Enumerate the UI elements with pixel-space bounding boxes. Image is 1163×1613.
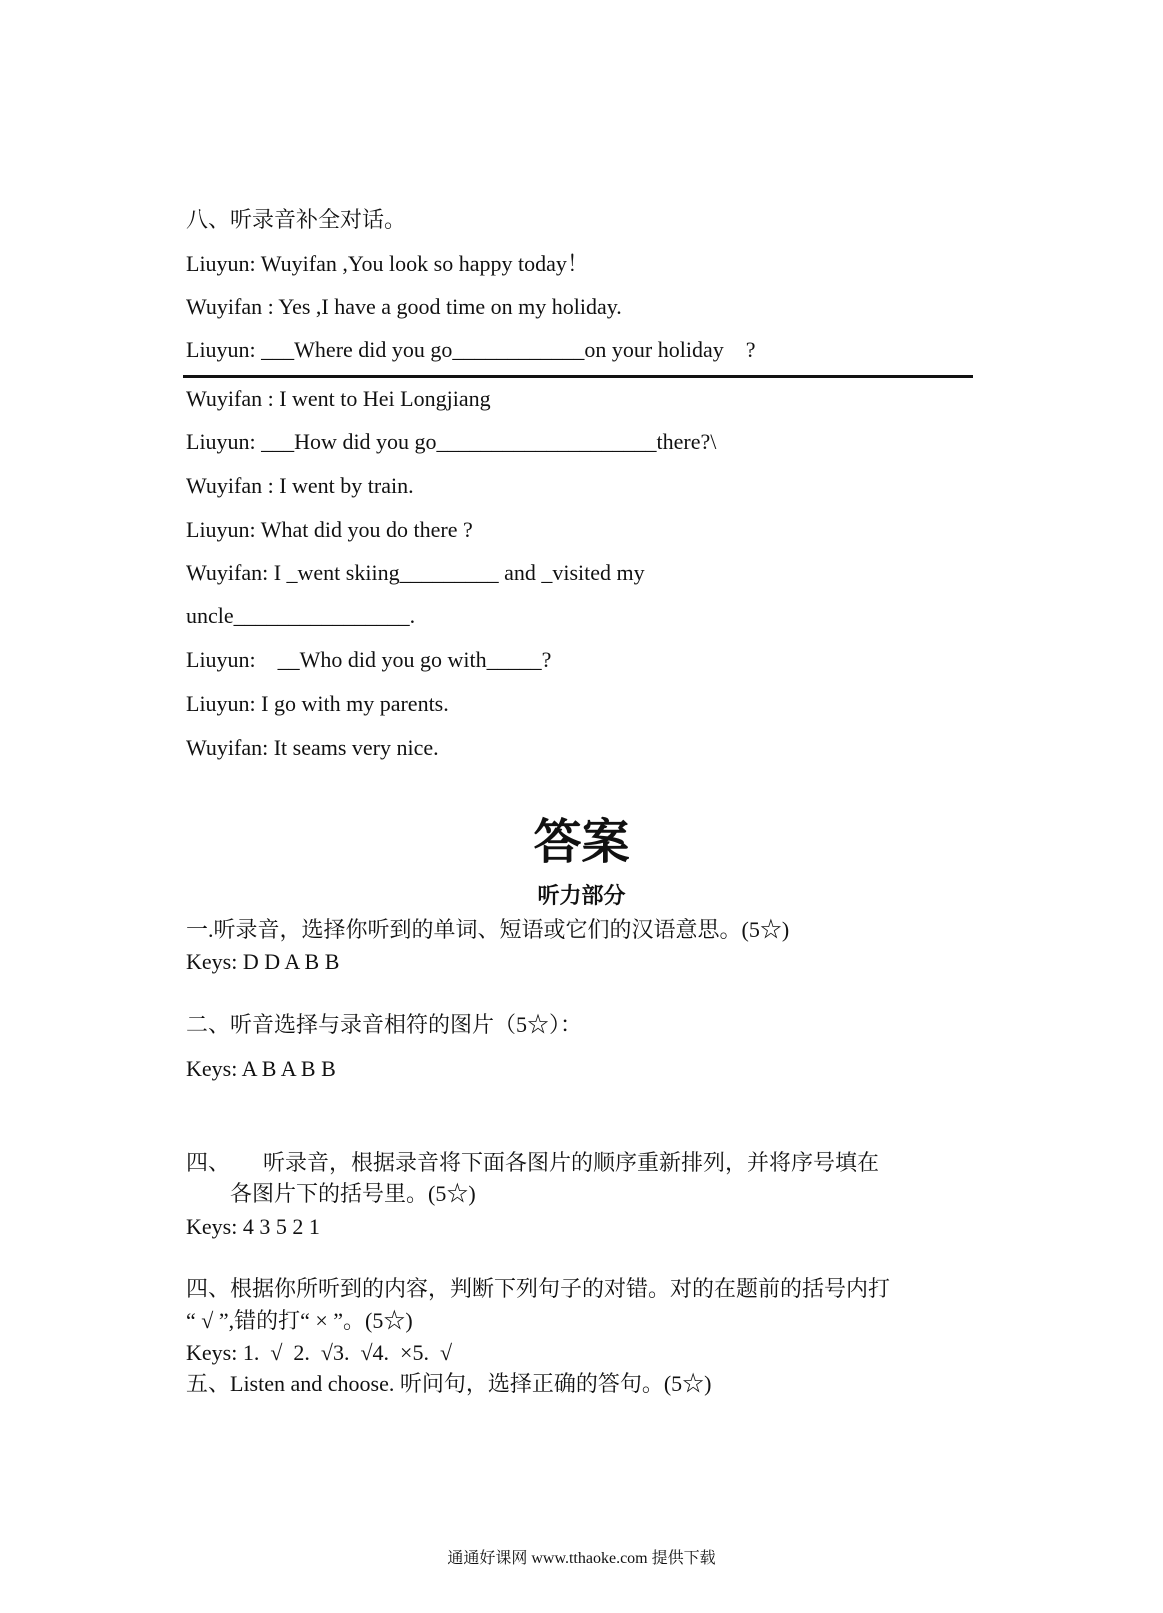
dialogue-line: Wuyifan : Yes ,I have a good time on my holiday. [186, 294, 622, 319]
answers-title: 答案 [533, 814, 630, 870]
dialogue-line: Liuyun: Wuyifan ,You look so happy today！ [186, 251, 589, 276]
section-8-heading: 八、听录音补全对话。 [186, 207, 407, 232]
page-footer: 通通好课网 www.tthaoke.com 提供下载 [447, 1550, 716, 1567]
dialogue-line: Liuyun: ___Where did you go____________on your holiday ? [186, 337, 756, 362]
dialogue-line: Liuyun: What did you do there ? [186, 517, 473, 542]
question-4a-heading: 四、 听录音，根据录音将下面各图片的顺序重新排列，并将序号填在 [186, 1150, 880, 1175]
horizontal-rule [183, 375, 973, 378]
question-4a-heading-cont: 各图片下的括号里。(5☆) [230, 1181, 476, 1206]
question-5-heading: 五、Listen and choose. 听问句，选择正确的答句。(5☆) [186, 1371, 712, 1396]
question-2-keys: Keys: A B A B B [186, 1056, 336, 1081]
dialogue-line: Wuyifan: It seams very nice. [186, 735, 439, 760]
question-4b-keys: Keys: 1. √ 2. √3. √4. ×5. √ [186, 1340, 453, 1365]
dialogue-line: uncle________________. [186, 603, 416, 628]
question-4b-heading: 四、根据你所听到的内容，判断下列句子的对错。对的在题前的括号内打 [186, 1276, 891, 1301]
question-4b-heading-cont: “ √ ”,错的打“ × ”。(5☆) [186, 1308, 413, 1333]
question-1-heading: 一.听录音，选择你听到的单词、短语或它们的汉语意思。(5☆) [186, 917, 790, 942]
dialogue-line: Liuyun: I go with my parents. [186, 691, 449, 716]
question-4a-keys: Keys: 4 3 5 2 1 [186, 1214, 320, 1239]
dialogue-line: Wuyifan : I went to Hei Longjiang [186, 386, 491, 411]
listening-subtitle: 听力部分 [537, 884, 626, 909]
dialogue-line: Liuyun: ___How did you go____________________there?\ [186, 429, 717, 454]
question-1-keys: Keys: D D A B B [186, 949, 340, 974]
dialogue-line: Liuyun: __Who did you go with_____? [186, 647, 552, 672]
dialogue-line: Wuyifan : I went by train. [186, 473, 414, 498]
question-2-heading: 二、听音选择与录音相符的图片（5☆）： [186, 1012, 583, 1037]
dialogue-line: Wuyifan: I _went skiing_________ and _visited my [186, 560, 645, 585]
